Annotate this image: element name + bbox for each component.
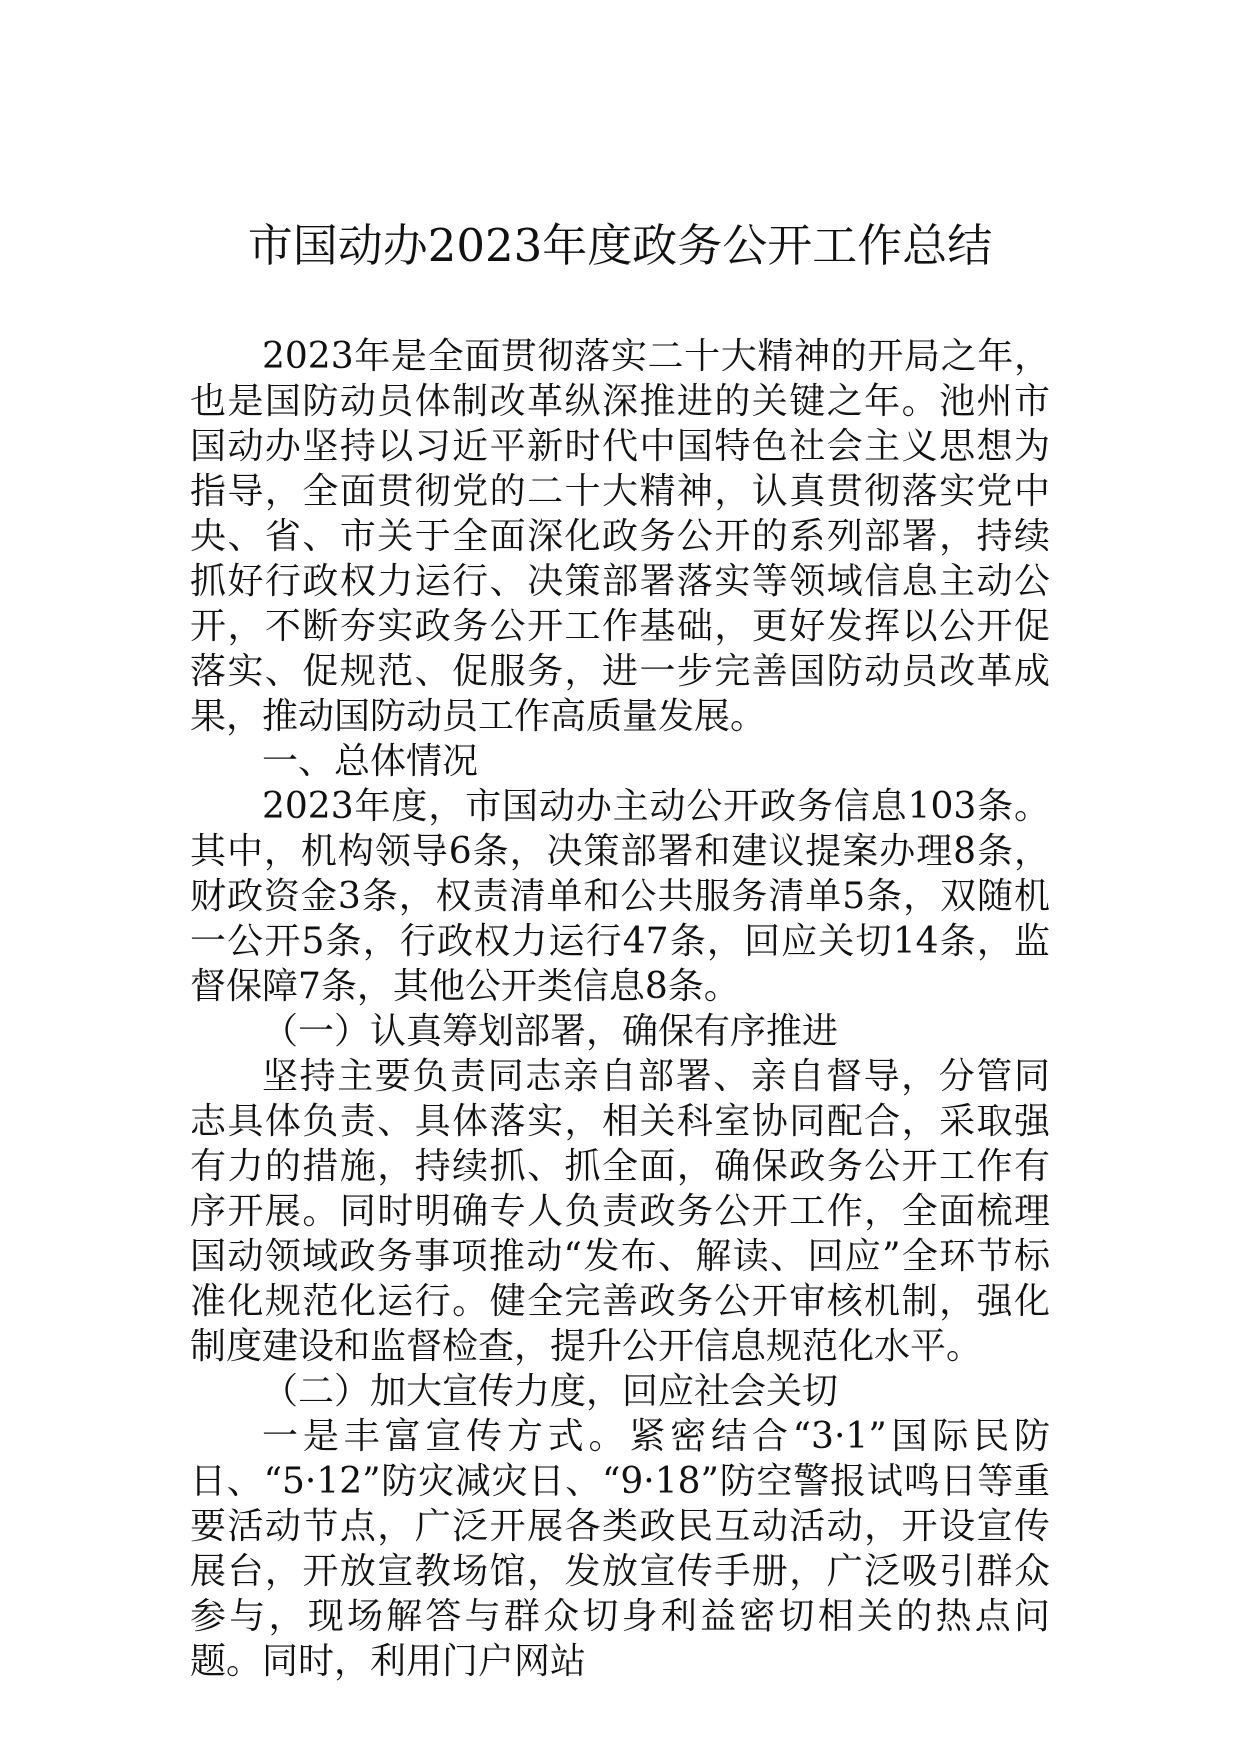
intro-paragraph: 2023年是全面贯彻落实二十大精神的开局之年，也是国防动员体制改革纵深推进的关键之年。池州市国动办坚持以习近平新时代中国特色社会主义思想为指导，全面贯彻党的二十大精神，认真贯彻落实党中央、省、市关于全面深化政务公开的系列部署，持续抓好行政权力运行、决策部署落实等领域信息主动公开，不断夯实政务公开工作基础，更好发挥以公开促落实、促规范、促服务，进一步完善国防动员改革成果，推动国防动员工作高质量发展。 [190, 336, 1050, 737]
document-title: 市国动办2023年度政务公开工作总结 [247, 219, 993, 272]
publicity-paragraph: 一是丰富宣传方式。紧密结合“3·1”国际民防日、“5·12”防灾减灾日、“9·18”防空警报试鸣日等重要活动节点，广泛开展各类政民互动活动，开设宣传展台，开放宣教场馆，发放宣传手册，广泛吸引群众参与，现场解答与群众切身利益密切相关的热点问题。同时，利用门户网站 [190, 1416, 1050, 1682]
overview-paragraph: 2023年度，市国动办主动公开政务信息103条。其中，机构领导6条，决策部署和建议提案办理8条，财政资金3条，权责清单和公共服务清单5条，双随机一公开5条，行政权力运行47条，回应关切14条，监督保障7条，其他公开类信息8条。 [190, 786, 1050, 1007]
document-body [190, 334, 1050, 1684]
section-heading-overview: 一、总体情况 [262, 741, 479, 782]
subsection-heading-publicity: （二）加大宣传力度，回应社会关切 [262, 1371, 839, 1412]
subsection-heading-planning: （一）认真筹划部署，确保有序推进 [262, 1011, 839, 1052]
planning-paragraph: 坚持主要负责同志亲自部署、亲自督导，分管同志具体负责、具体落实，相关科室协同配合，采取强有力的措施，持续抓、抓全面，确保政务公开工作有序开展。同时明确专人负责政务公开工作，全面梳理国动领域政务事项推动“发布、解读、回应”全环节标准化规范化运行。健全完善政务公开审核机制，强化制度建设和监督检查，提升公开信息规范化水平。 [190, 1056, 1050, 1367]
